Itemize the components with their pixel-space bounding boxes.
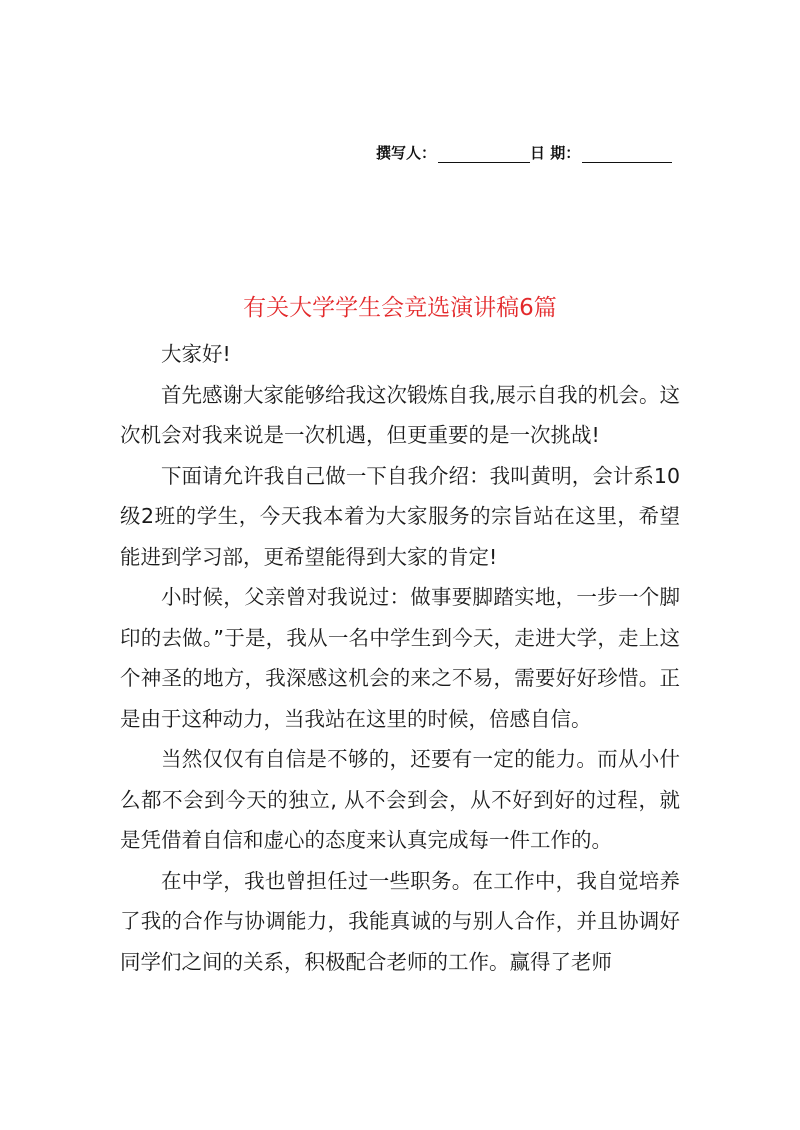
document-body bbox=[120, 334, 680, 982]
author-label: 撰写人： bbox=[376, 144, 437, 162]
paragraph: 小时候，父亲曾对我说过：做事要脚踏实地，一步一个脚印的去做。”于是，我从一名中学生到今天，走进大学，走上这个神圣的地方，我深感这机会的来之不易，需要好好珍惜。正是由于这种动力，当我站在这里的时候，倍感自信。 bbox=[120, 585, 680, 731]
paragraph: 首先感谢大家能够给我这次锻炼自我,展示自我的机会。这次机会对我来说是一次机遇，但更重要的是一次挑战! bbox=[120, 382, 681, 447]
paragraph: 当然仅仅有自信是不够的，还要有一定的能力。而从小什么都不会到今天的独立, 从不会到会，从不好到好的过程，就是凭借着自信和虚心的态度来认真完成每一件工作的。 bbox=[120, 747, 680, 852]
author-blank bbox=[438, 146, 530, 163]
paragraph: 在中学，我也曾担任过一些职务。在工作中，我自觉培养了我的合作与协调能力，我能真诚的与别人合作，并且协调好同学们之间的关系，积极配合老师的工作。赢得了老师 bbox=[120, 868, 680, 974]
date-label: 日 期： bbox=[530, 144, 581, 162]
date-blank bbox=[582, 146, 672, 163]
document-title: 有关大学学生会竞选演讲稿6篇 bbox=[243, 295, 557, 321]
paragraph: 下面请允许我自己做一下自我介绍：我叫黄明，会计系10级2班的学生，今天我本着为大家服务的宗旨站在这里，希望能进到学习部，更希望能得到大家的肯定! bbox=[120, 463, 680, 569]
header-line bbox=[376, 139, 672, 163]
paragraph: 大家好! bbox=[161, 342, 231, 366]
